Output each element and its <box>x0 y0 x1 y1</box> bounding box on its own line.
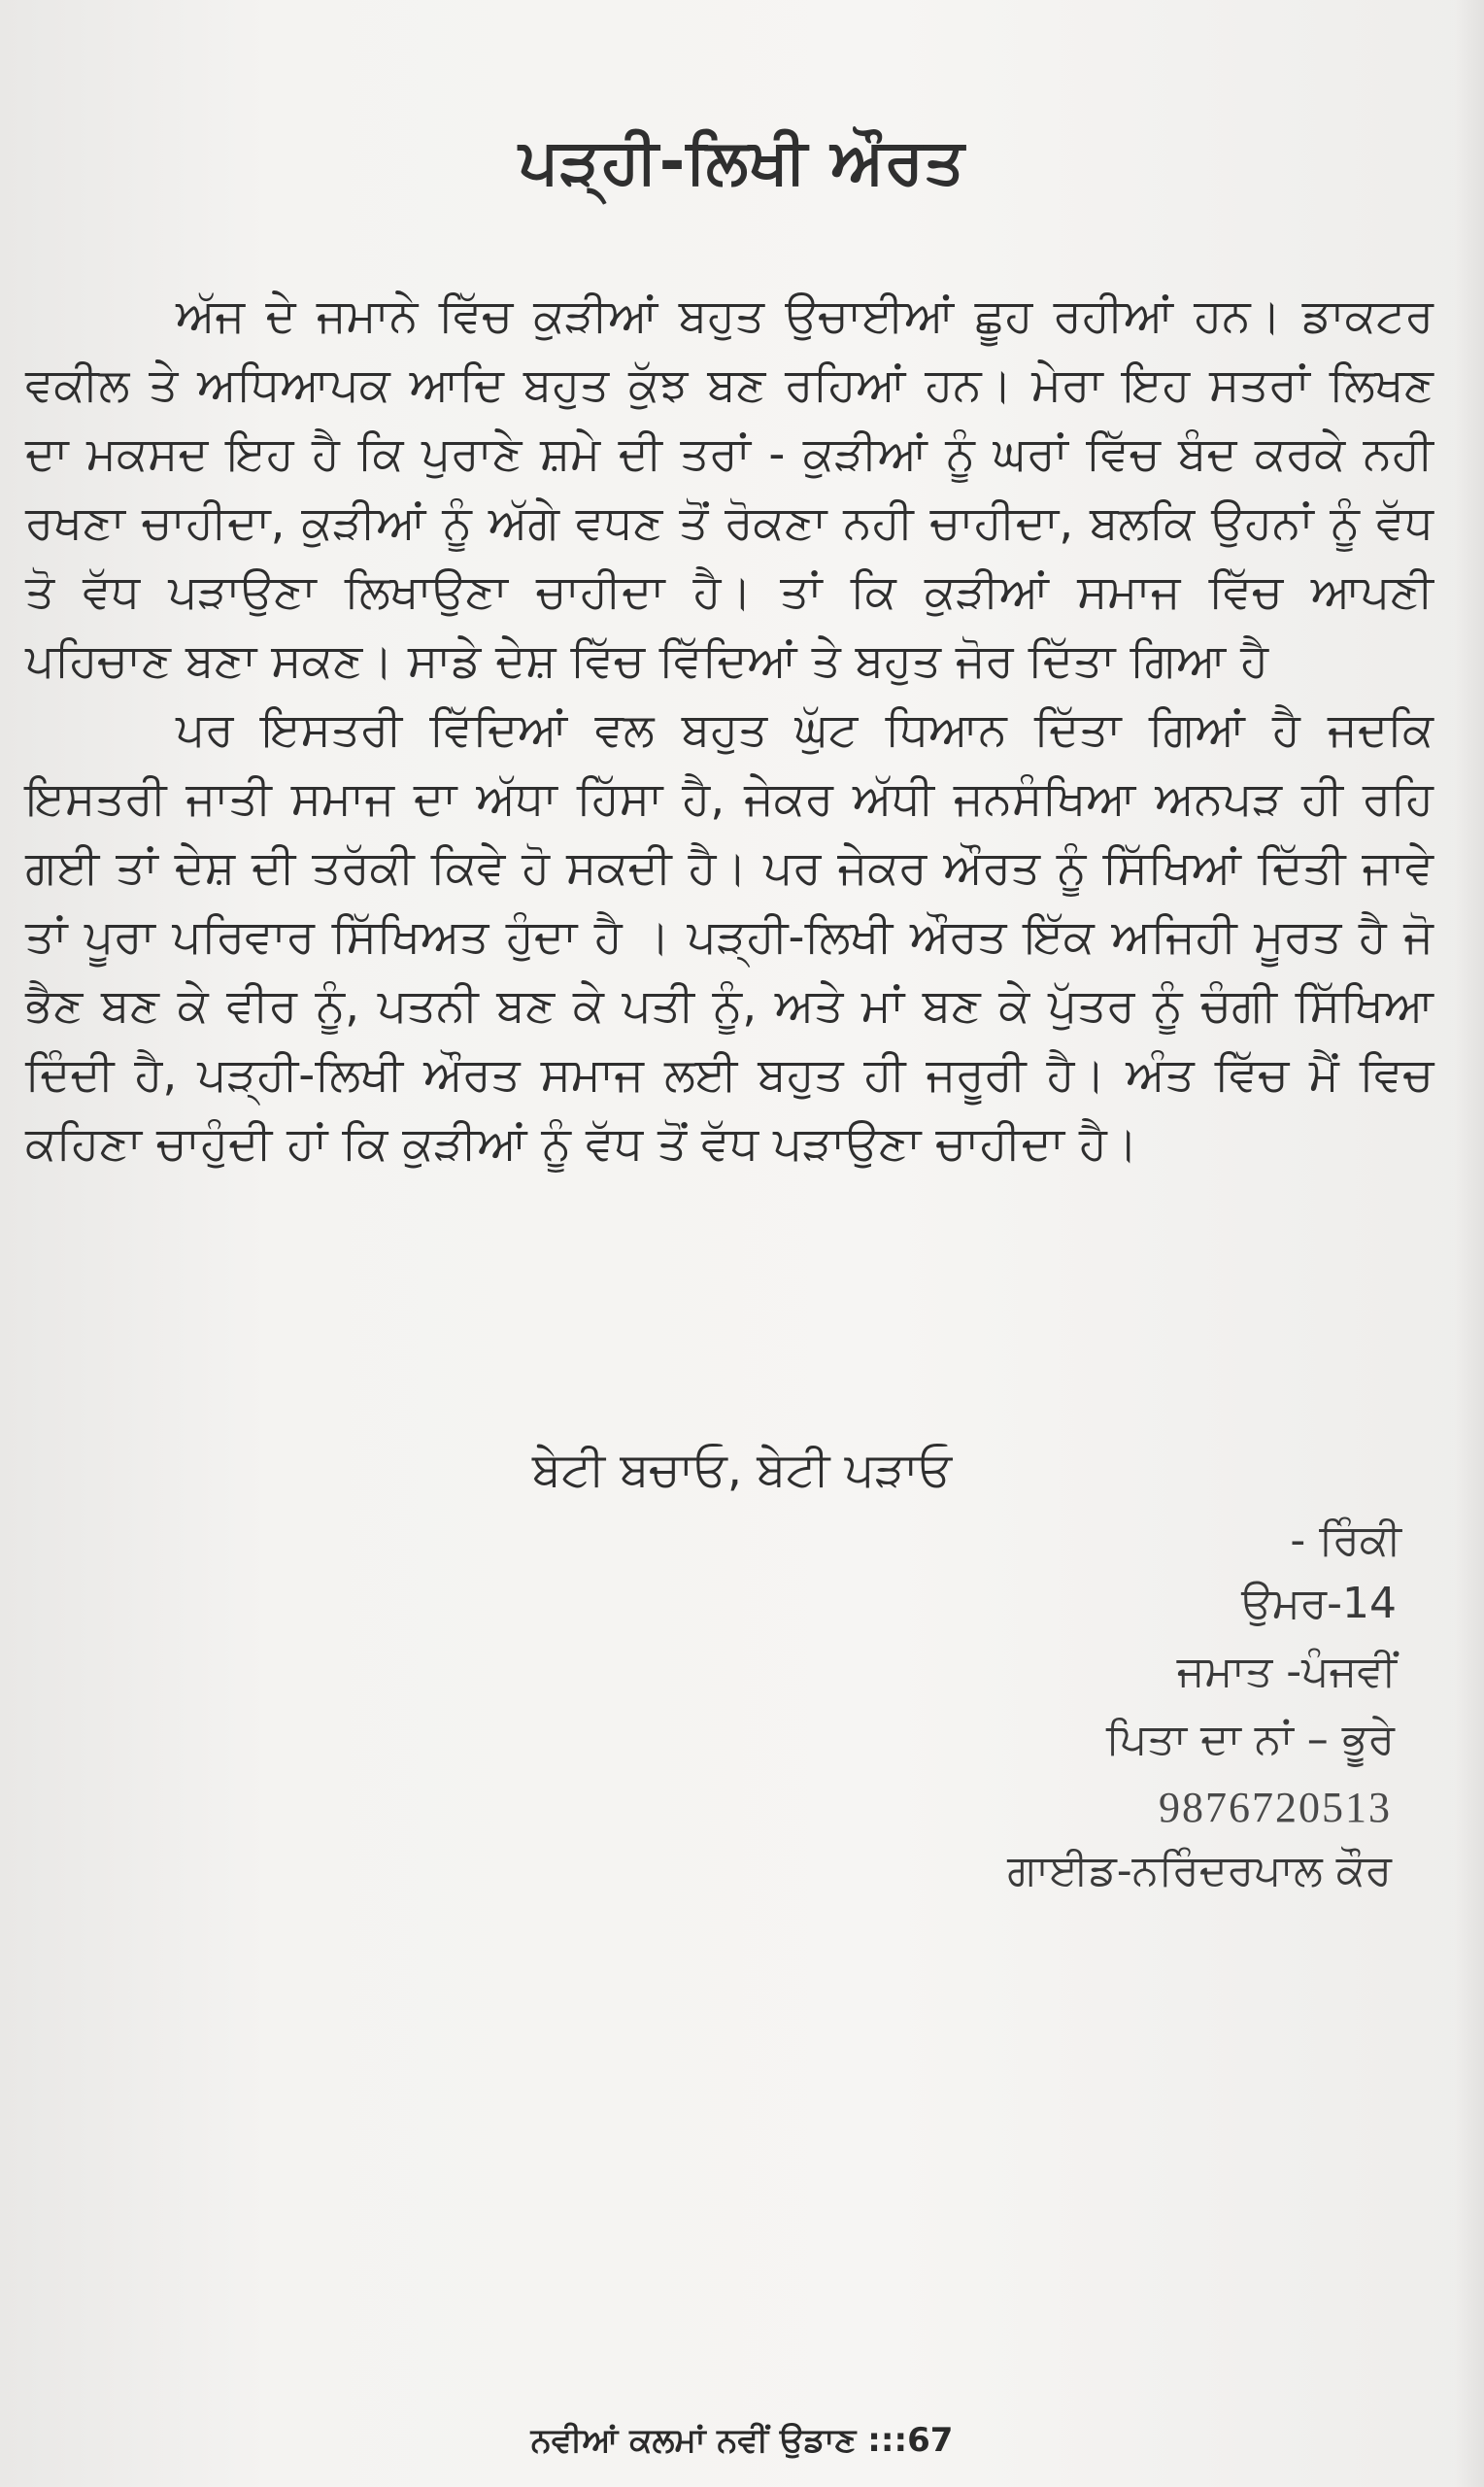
page-title: ਪੜ੍ਹੀ-ਲਿਖੀ ਔਰਤ <box>519 126 965 198</box>
signature-author: - ਰਿੰਕੀ <box>1290 1516 1401 1565</box>
page-edge-shadow <box>1455 0 1484 2487</box>
slogan: ਬੇਟੀ ਬਚਾਓ, ਬੇਟੀ ਪੜਾਓ <box>531 1443 953 1497</box>
signature-class: ਜਮਾਤ -ਪੰਜਵੀਂ <box>1176 1647 1397 1696</box>
signature-phone: 9876720513 <box>1159 1784 1392 1831</box>
paragraph-2: ਪਰ ਇਸਤਰੀ ਵਿੱਦਿਆਂ ਵਲ ਬਹੁਤ ਘੁੱਟ ਧਿਆਨ ਦਿੱਤਾ ਗਿਆਂ ਹੈ ਜਦਕਿ ਇਸਤਰੀ ਜਾਤੀ ਸਮਾਜ ਦਾ ਅੱਧਾ ਹਿੱਸਾ ਹੈ, ਜੇਕਰ ਅੱਧੀ ਜਨਸੰਖਿਆ ਅਨਪੜ ਹੀ ਰਹਿ ਗਈ ਤਾਂ ਦੇਸ਼ ਦੀ ਤਰੱਕੀ ਕਿਵੇ ਹੋ ਸਕਦੀ ਹੈ। ਪਰ ਜੇਕਰ ਔਰਤ ਨੂੰ ਸਿੱਖਿਆਂ ਦਿੱਤੀ ਜਾਵੇ ਤਾਂ ਪੂਰਾ ਪਰਿਵਾਰ ਸਿੱਖਿਅਤ ਹੁੰਦਾ ਹੈ । ਪੜ੍ਹੀ-ਲਿਖੀ ਔਰਤ ਇੱਕ ਅਜਿਹੀ ਮੂਰਤ ਹੈ ਜੋ ਭੈਣ ਬਣ ਕੇ ਵੀਰ ਨੂੰ, ਪਤਨੀ ਬਣ ਕੇ ਪਤੀ ਨੂੰ, ਅਤੇ ਮਾਂ ਬਣ ਕੇ ਪੁੱਤਰ ਨੂੰ ਚੰਗੀ ਸਿੱਖਿਆ ਦਿੰਦੀ ਹੈ, ਪੜ੍ਹੀ-ਲਿਖੀ ਔਰਤ ਸਮਾਜ ਲਈ ਬਹੁਤ ਹੀ ਜਰੂਰੀ ਹੈ। ਅੰਤ ਵਿੱਚ ਮੈਂ ਵਿਚ ਕਹਿਣਾ ਚਾਹੁੰਦੀ ਹਾਂ ਕਿ ਕੁੜੀਆਂ ਨੂੰ ਵੱਧ ਤੋਂ ਵੱਧ ਪੜਾਉਣਾ ਚਾਹੀਦਾ ਹੈ। <box>25 703 1433 1171</box>
signature-father: ਪਿਤਾ ਦਾ ਨਾਂ – ਭੂਰੇ <box>1105 1715 1395 1764</box>
essay-body <box>25 282 1433 1178</box>
signature-guide: ਗਾਈਡ-ਨਰਿੰਦਰਪਾਲ ਕੌਰ <box>1007 1846 1392 1895</box>
paragraph-1: ਅੱਜ ਦੇ ਜਮਾਨੇ ਵਿੱਚ ਕੁੜੀਆਂ ਬਹੁਤ ਉਚਾਈਆਂ ਛੂਹ ਰਹੀਆਂ ਹਨ। ਡਾਕਟਰ ਵਕੀਲ ਤੇ ਅਧਿਆਪਕ ਆਦਿ ਬਹੁਤ ਕੁੱਝ ਬਣ ਰਹਿਆਂ ਹਨ। ਮੇਰਾ ਇਹ ਸਤਰਾਂ ਲਿਖਣ ਦਾ ਮਕਸਦ ਇਹ ਹੈ ਕਿ ਪੁਰਾਣੇ ਸ਼ਮੇ ਦੀ ਤਰਾਂ - ਕੁੜੀਆਂ ਨੂੰ ਘਰਾਂ ਵਿੱਚ ਬੰਦ ਕਰਕੇ ਨਹੀ ਰਖਣਾ ਚਾਹੀਦਾ, ਕੁੜੀਆਂ ਨੂੰ ਅੱਗੇ ਵਧਣ ਤੋਂ ਰੋਕਣਾ ਨਹੀ ਚਾਹੀਦਾ, ਬਲਕਿ ਉਹਨਾਂ ਨੂੰ ਵੱਧ ਤੋ ਵੱਧ ਪੜਾਉਣਾ ਲਿਖਾਉਣਾ ਚਾਹੀਦਾ ਹੈ। ਤਾਂ ਕਿ ਕੁੜੀਆਂ ਸਮਾਜ ਵਿੱਚ ਆਪਣੀ ਪਹਿਚਾਣ ਬਣਾ ਸਕਣ। ਸਾਡੇ ਦੇਸ਼ ਵਿੱਚ ਵਿੱਦਿਆਂ ਤੇ ਬਹੁਤ ਜੋਰ ਦਿੱਤਾ ਗਿਆ ਹੈ <box>25 290 1433 688</box>
signature-age: ਉਮਰ-14 <box>1241 1579 1397 1628</box>
page-footer: ਨਵੀਆਂ ਕਲਮਾਂ ਨਵੀਂ ਉਡਾਣ :::67 <box>530 2421 954 2460</box>
